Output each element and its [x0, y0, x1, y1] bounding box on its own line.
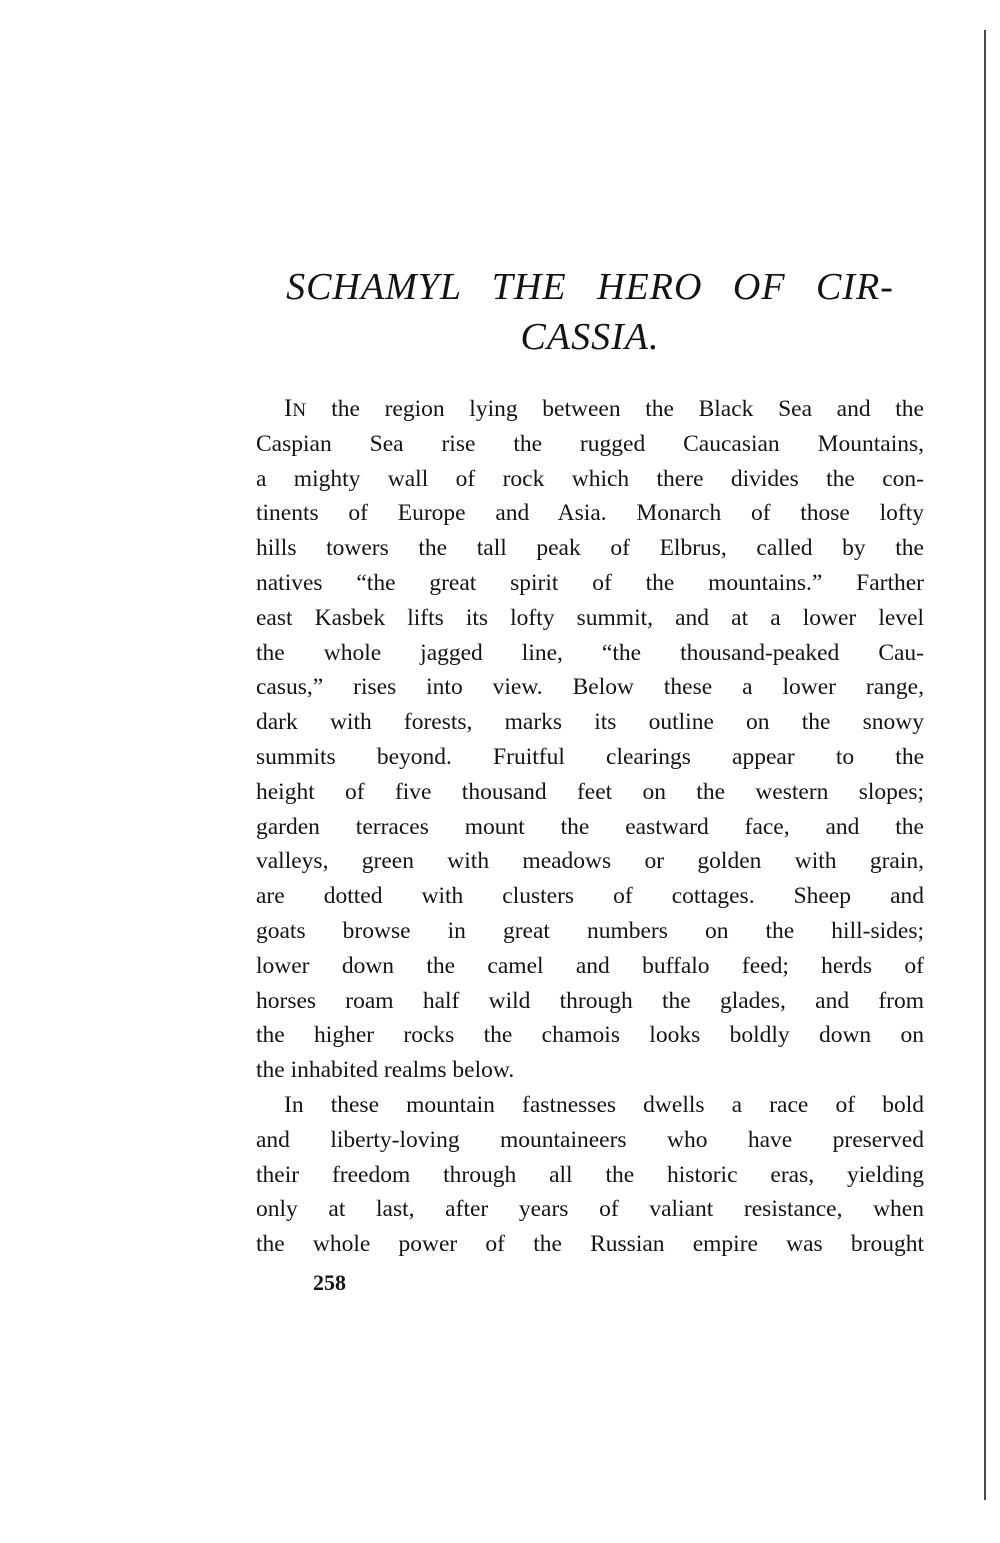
- drop-cap-initial: I: [284, 395, 293, 422]
- text-line: valleys, green with meadows or golden with grain,: [256, 848, 924, 875]
- text-line: are dotted with clusters of cottages. Sheep and: [256, 883, 924, 910]
- text-line: casus,” rises into view. Below these a lower range,: [256, 674, 924, 701]
- text-line: the whole power of the Russian empire was brought: [256, 1231, 924, 1258]
- text-line: lower down the camel and buffalo feed; herds of: [256, 952, 924, 979]
- text-line: In these mountain fastnesses dwells a race of bold: [284, 1091, 924, 1118]
- text-line: tinents of Europe and Asia. Monarch of those lofty: [256, 500, 924, 527]
- text-line: natives “the great spirit of the mountains.” Farther: [256, 569, 924, 596]
- text-line: the inhabited realms below.: [256, 1057, 515, 1084]
- text-line: horses roam half wild through the glades, and from: [256, 987, 924, 1014]
- text-line: [256, 392, 924, 427]
- text-line: the higher rocks the chamois looks boldly down on: [256, 1022, 924, 1049]
- drop-cap-rest: N: [292, 400, 307, 421]
- text-line-content: the region lying between the Black Sea and the: [306, 396, 924, 422]
- text-line: Caspian Sea rise the rugged Caucasian Mountains,: [256, 430, 924, 457]
- text-line: dark with forests, marks its outline on the snowy: [256, 709, 924, 736]
- body-text: [256, 392, 924, 1262]
- text-line: summits beyond. Fruitful clearings appear to the: [256, 743, 924, 770]
- text-line: and liberty-loving mountaineers who have preserved: [256, 1126, 924, 1153]
- text-line: a mighty wall of rock which there divides the con-: [256, 465, 924, 492]
- text-line: only at last, after years of valiant resistance, when: [256, 1196, 924, 1223]
- page-edge-line: [984, 30, 986, 1500]
- text-line: their freedom through all the historic eras, yielding: [256, 1161, 924, 1188]
- text-line: goats browse in great numbers on the hill-sides;: [256, 917, 924, 944]
- chapter-title: [256, 262, 924, 362]
- page-number: 258: [313, 1270, 346, 1295]
- text-line: height of five thousand feet on the western slopes;: [256, 778, 924, 805]
- text-line: garden terraces mount the eastward face, and the: [256, 813, 924, 840]
- text-line: east Kasbek lifts its lofty summit, and at a lower level: [256, 604, 924, 631]
- chapter-title-line-2: CASSIA.: [520, 316, 660, 358]
- text-line: the whole jagged line, “the thousand-peaked Cau-: [256, 639, 924, 666]
- chapter-title-line-1: SCHAMYL THE HERO OF CIR-: [286, 266, 894, 308]
- text-line: hills towers the tall peak of Elbrus, called by the: [256, 535, 924, 562]
